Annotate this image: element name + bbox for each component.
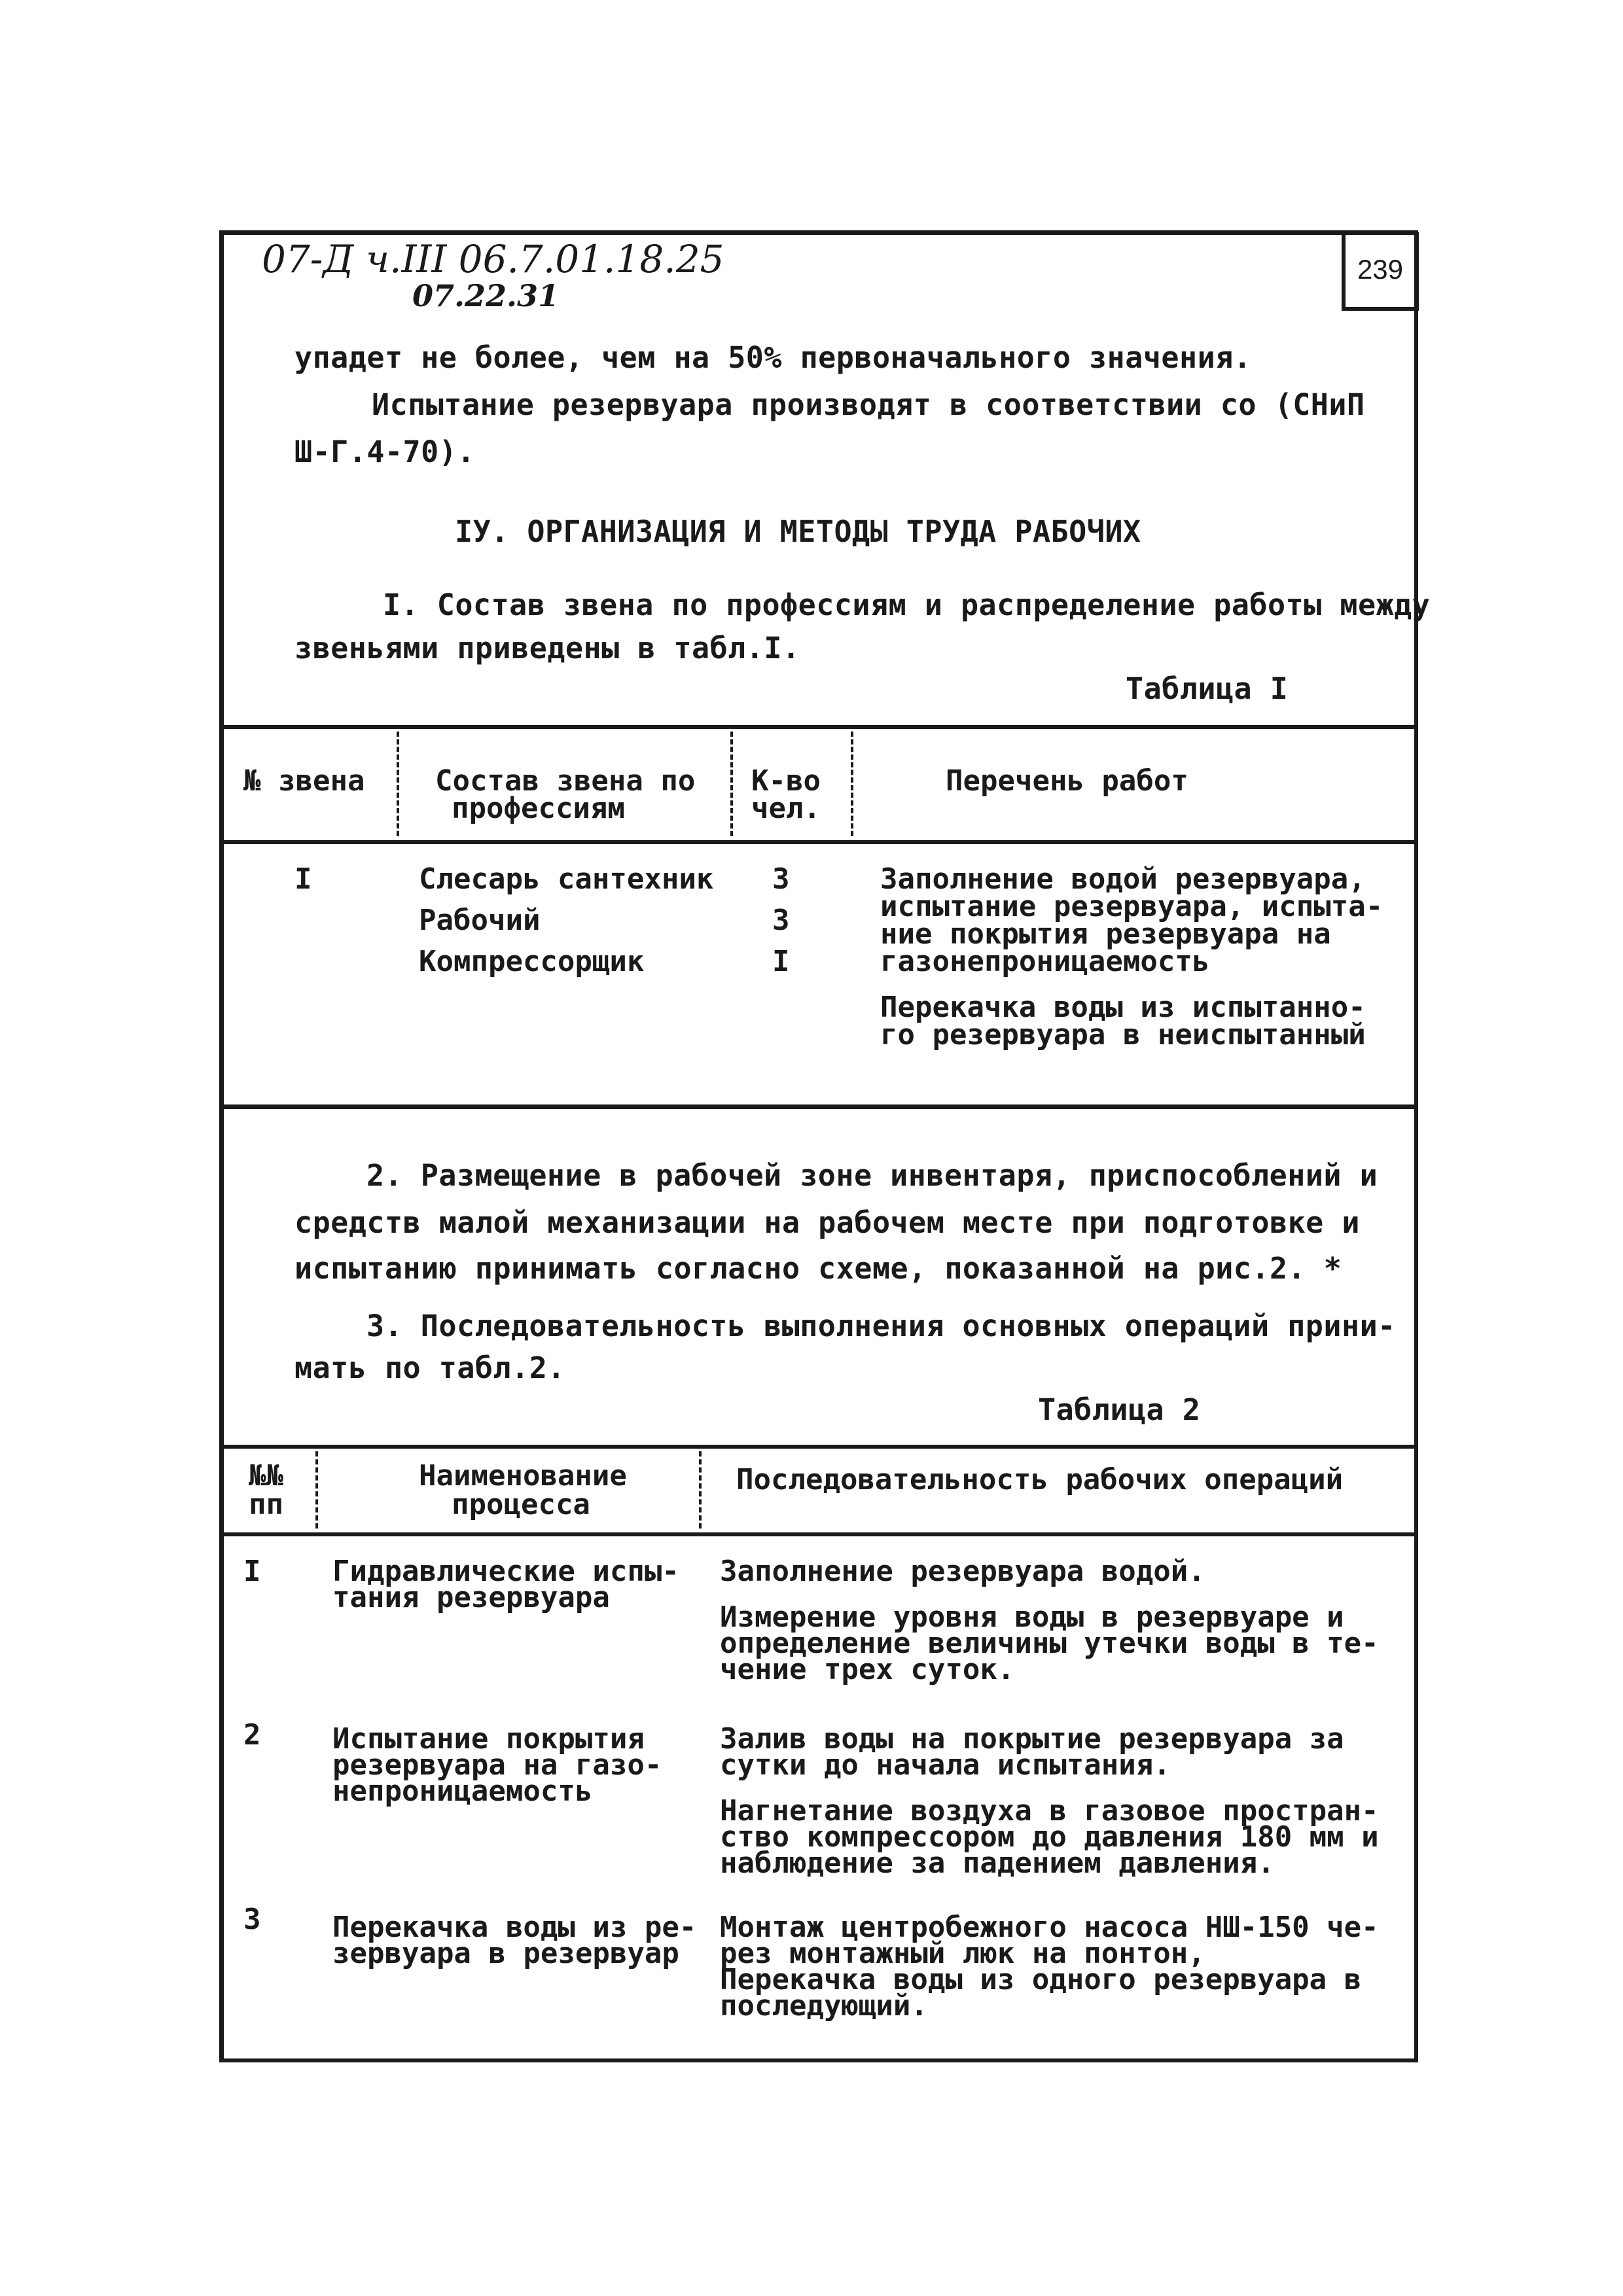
- table1-profession: Компрессорщик: [419, 945, 645, 978]
- table1-top-rule: [219, 725, 1418, 729]
- table2-process: Гидравлические испы-: [332, 1555, 679, 1588]
- table1-profession: Слесарь сантехник: [419, 862, 714, 896]
- table2-process: Перекачка воды из ре-: [332, 1911, 697, 1944]
- table2-col-divider-2: [699, 1451, 702, 1528]
- table2-operation: определение величины утечки воды в те-: [720, 1627, 1379, 1660]
- table2-header-rule: [219, 1532, 1418, 1536]
- table1-work: Перекачка воды из испытанно-: [880, 991, 1366, 1024]
- table1-header-col3b: чел.: [751, 792, 821, 825]
- table2-operation: ство компрессором до давления 180 мм и: [720, 1820, 1379, 1854]
- para2-line-2: средств малой механизации на рабочем месте при подготовке и: [294, 1205, 1360, 1240]
- table1-row-num: I: [294, 862, 312, 896]
- table2-operation: Перекачка воды из одного резервуара в: [720, 1963, 1362, 1996]
- table2-operation: чение трех суток.: [720, 1653, 1015, 1686]
- para1-line-1: I. Состав звена по профессиям и распределение работы между: [383, 588, 1431, 622]
- table2-operation: наблюдение за падением давления.: [720, 1846, 1275, 1880]
- table2-top-rule: [219, 1445, 1418, 1449]
- table2-header-col1b: пп: [249, 1488, 283, 1521]
- table1-count: I: [772, 945, 790, 978]
- table2-operation: Измерение уровня воды в резервуаре и: [720, 1600, 1344, 1634]
- table2-process: тания резервуара: [332, 1581, 610, 1614]
- document-code-sub: 07.22.31: [412, 278, 560, 313]
- table2-operation: рез монтажный люк на понтон,: [720, 1937, 1205, 1970]
- table2-bottom-rule: [219, 2058, 1418, 2062]
- intro-line-3: Ш-Г.4-70).: [294, 434, 475, 469]
- table2-operation: Монтаж центробежного насоса НШ-150 че-: [720, 1911, 1379, 1944]
- para2-line-1: 2. Размещение в рабочей зоне инвентаря, приспособлений и: [366, 1158, 1378, 1193]
- table1-work: го резервуара в неиспытанный: [880, 1018, 1366, 1051]
- table2-process: непроницаемость: [332, 1775, 593, 1808]
- table2-col-divider-1: [315, 1451, 318, 1528]
- table2-process: Испытание покрытия: [332, 1722, 645, 1756]
- table1-header-col2a: Состав звена по: [435, 764, 696, 798]
- table2-header-col2a: Наименование: [419, 1459, 627, 1492]
- document-code: 07-Д ч.III 06.7.01.18.25: [262, 237, 724, 281]
- table2-operation: последующий.: [720, 1989, 928, 2022]
- table1-header-col2b: профессиям: [452, 792, 625, 825]
- table2-row-num: 2: [243, 1718, 261, 1752]
- table1-work: газонепроницаемость: [880, 945, 1210, 978]
- page-number: 239: [1342, 232, 1419, 311]
- table1-bottom-rule: [219, 1104, 1418, 1109]
- table1-count: 3: [772, 862, 790, 896]
- table1-profession: Рабочий: [419, 904, 541, 937]
- para1-line-2: звеньями приведены в табл.I.: [294, 631, 800, 665]
- para2-line-3: испытанию принимать согласно схеме, показанной на рис.2. *: [294, 1251, 1342, 1286]
- table1-col-divider-3: [851, 732, 853, 836]
- intro-line-2: Испытание резервуара производят в соответствии со (СНиП: [372, 387, 1365, 422]
- table2-operation: Залив воды на покрытие резервуара за: [720, 1722, 1344, 1756]
- table1-work: Заполнение водой резервуара,: [880, 862, 1366, 896]
- table2-operation: сутки до начала испытания.: [720, 1748, 1171, 1782]
- table1-work: испытание резервуара, испыта-: [880, 890, 1383, 923]
- section-title: IУ. ОРГАНИЗАЦИЯ И МЕТОДЫ ТРУДА РАБОЧИХ: [455, 514, 1141, 549]
- table2-operation: Заполнение резервуара водой.: [720, 1555, 1205, 1588]
- table1-header-col1: № звена: [243, 764, 365, 798]
- table1-col-divider-2: [730, 732, 733, 836]
- table2-process: зервуара в резервуар: [332, 1937, 679, 1970]
- table1-caption: Таблица I: [1126, 671, 1289, 706]
- table2-header-col3: Последовательность рабочих операций: [736, 1463, 1344, 1496]
- para3-line-2: мать по табл.2.: [294, 1351, 565, 1385]
- table2-row-num: I: [243, 1555, 261, 1588]
- table2-process: резервуара на газо-: [332, 1748, 662, 1782]
- table1-count: 3: [772, 904, 790, 937]
- table1-header-col4: Перечень работ: [946, 764, 1188, 798]
- intro-line-1: упадет не более, чем на 50% первоначального значения.: [294, 340, 1252, 375]
- table1-col-divider-1: [397, 732, 399, 836]
- table2-header-col1a: №№: [249, 1459, 283, 1492]
- table2-caption: Таблица 2: [1038, 1392, 1201, 1427]
- para3-line-1: 3. Последовательность выполнения основных операций прини-: [366, 1309, 1396, 1343]
- table1-work: ние покрытия резервуара на: [880, 917, 1331, 951]
- table1-header-rule: [219, 840, 1418, 844]
- table2-header-col2b: процесса: [452, 1488, 590, 1521]
- table1-header-col3a: К-во: [751, 764, 821, 798]
- table2-row-num: 3: [243, 1903, 261, 1936]
- table2-operation: Нагнетание воздуха в газовое простран-: [720, 1794, 1379, 1828]
